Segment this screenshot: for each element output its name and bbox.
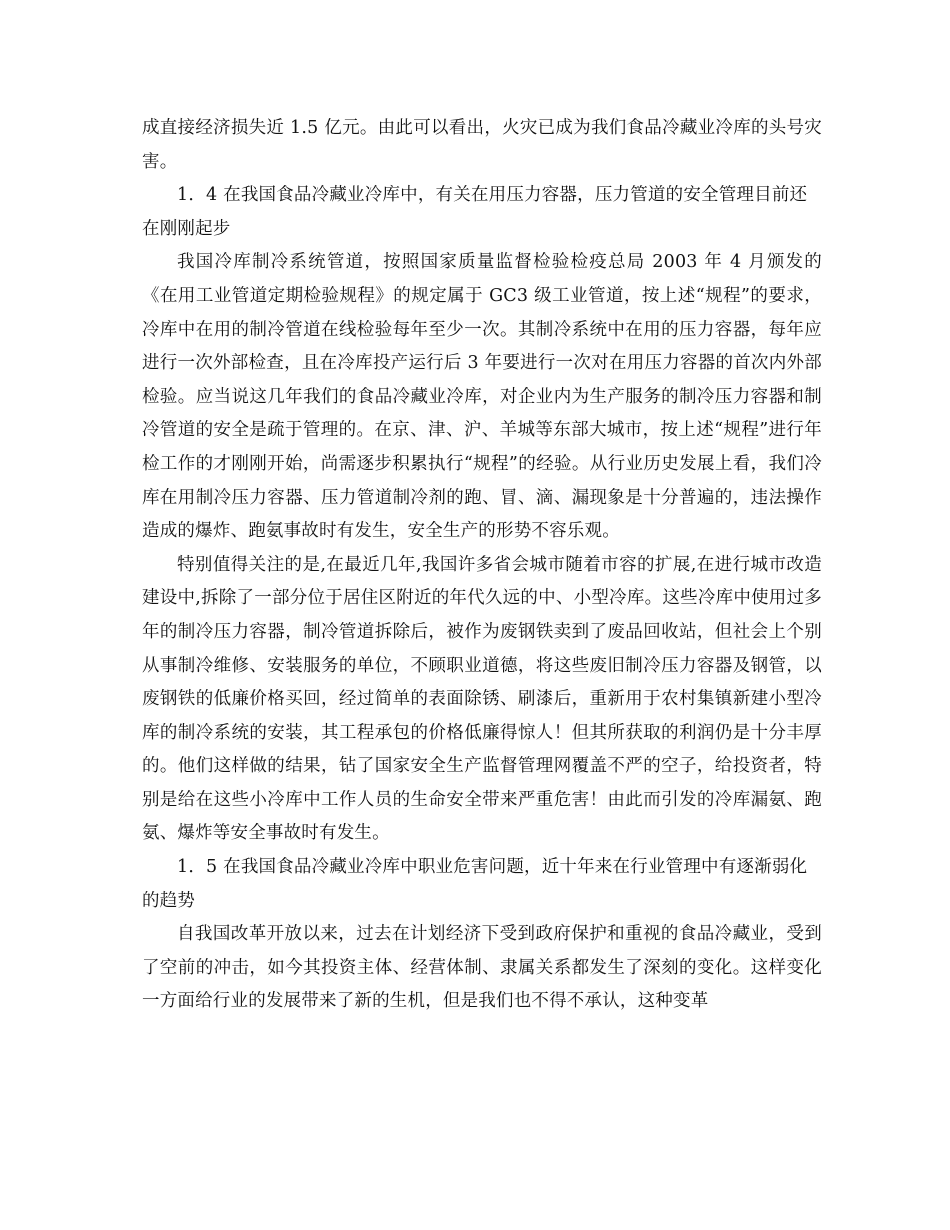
document-page: [142, 112, 822, 1019]
paragraph-reform-impact: 自我国改革开放以来，过去在计划经济下受到政府保护和重视的食品冷藏业，受到了空前的冲击，如今其投资主体、经营体制、隶属关系都发生了深刻的变化。这样变化一方面给行业的发展带来了新的生机，但是我们也不得不承认，这种变革: [142, 924, 822, 1012]
paragraph-demolition-reuse: 特别值得关注的是,在最近几年,我国许多省会城市随着市容的扩展,在进行城市改造建设中,拆除了一部分位于居住区附近的年代久远的中、小型冷库。这些冷库中使用过多年的制冷压力容器，制冷管道拆除后，被作为废钢铁卖到了废品回收站，但社会上个别从事制冷维修、安装服务的单位，不顾职业道德，将这些废旧制冷压力容器及钢管，以废钢铁的低廉价格买回，经过简单的表面除锈、刷漆后，重新用于农村集镇新建小型冷库的制冷系统的安装，其工程承包的价格低廉得惊人！但其所获取的利润仍是十分丰厚的。他们这样做的结果，钻了国家安全生产监督管理网覆盖不严的空子，给投资者，特别是给在这些小冷库中工作人员的生命安全带来严重危害！由此而引发的冷库漏氨、跑氨、爆炸等安全事故时有发生。: [142, 554, 822, 844]
section-heading-1-5: 1．5 在我国食品冷藏业冷库中职业危害问题，近十年来在行业管理中有逐渐弱化的趋势: [142, 857, 808, 911]
section-heading-1-4: 1．4 在我国食品冷藏业冷库中，有关在用压力容器，压力管道的安全管理目前还在刚刚起步: [142, 185, 808, 239]
paragraph-pipeline-inspection: 我国冷库制冷系统管道，按照国家质量监督检验检疫总局 2003 年 4 月颁发的《在用工业管道定期检验规程》的规定属于 GC3 级工业管道，按上述“规程”的要求，冷库中在用的制冷管道在线检验每年至少一次。其制冷系统中在用的压力容器，每年应进行一次外部检查，且在冷库投产运行后 3 年要进行一次对在用压力容器的首次内外部检验。应当说这几年我们的食品冷藏业冷库，对企业内为生产服务的制冷压力容器和制冷管道的安全是疏于管理的。在京、津、沪、羊城等东部大城市，按上述“规程”进行年检工作的才刚刚开始，尚需逐步积累执行“规程”的经验。从行业历史发展上看，我们冷库在用制冷压力容器、压力管道制冷剂的跑、冒、滴、漏现象是十分普遍的，违法操作造成的爆炸、跑氨事故时有发生，安全生产的形势不容乐观。: [142, 252, 822, 542]
paragraph-continued: 成直接经济损失近 1.5 亿元。由此可以看出，火灾已成为我们食品冷藏业冷库的头号灾害。: [142, 118, 822, 172]
